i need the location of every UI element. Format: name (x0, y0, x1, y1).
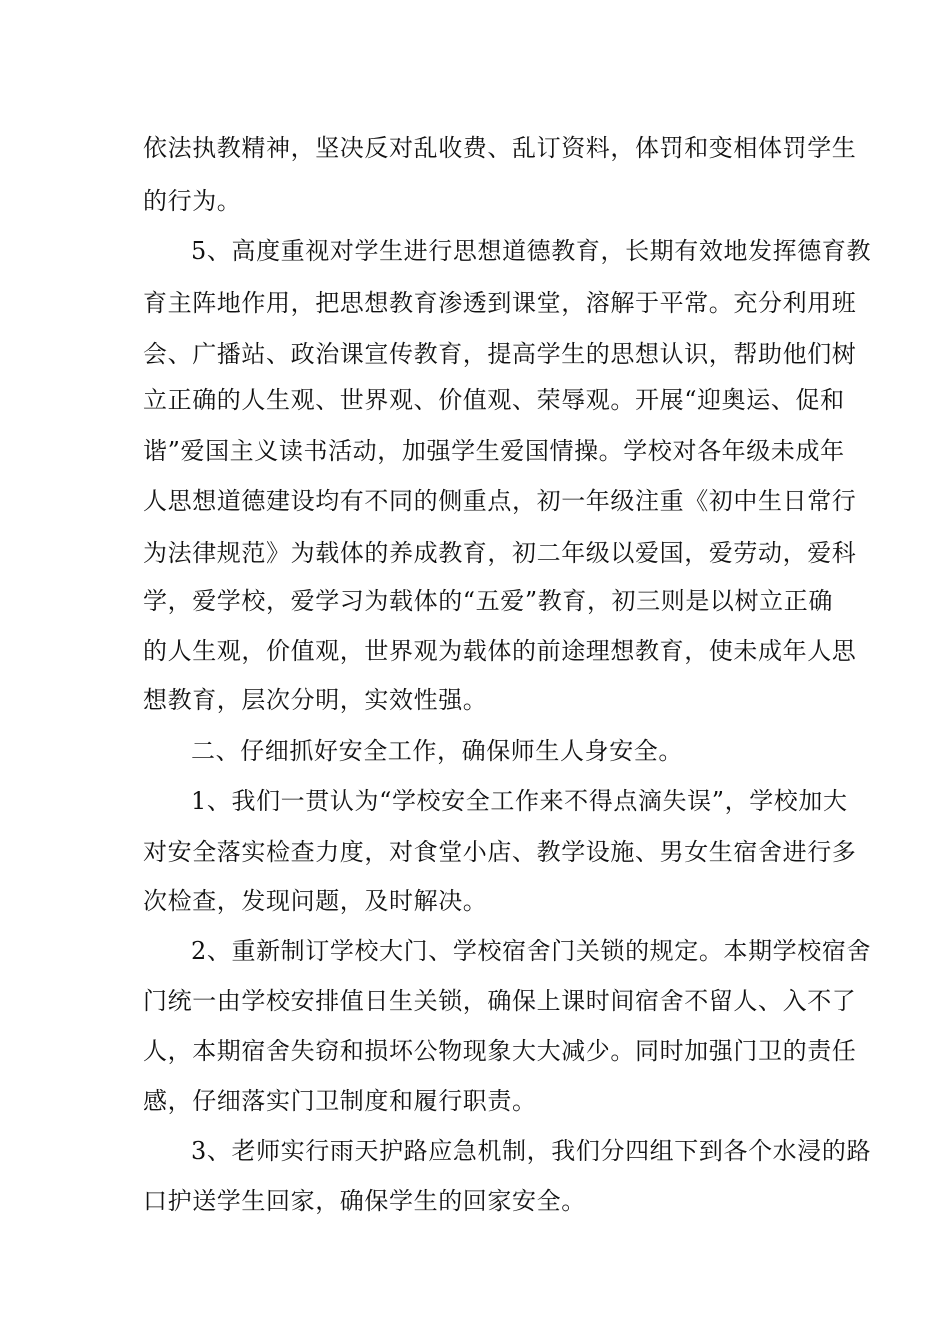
text-line: 会、广播站、政治课宣传教育，提高学生的思想认识，帮助他们树 (143, 340, 857, 368)
paragraph-5-start: 5、高度重视对学生进行思想道德教育，长期有效地发挥德育教 (191, 237, 872, 265)
paragraph-2-start: 2、重新制订学校大门、学校宿舍门关锁的规定。本期学校宿舍 (191, 937, 872, 965)
paragraph-1-start: 1、我们一贯认为“学校安全工作来不得点滴失误”，学校加大 (191, 787, 848, 815)
text-line: 谐”爱国主义读书活动，加强学生爱国情操。学校对各年级未成年 (143, 437, 845, 465)
text-line: 人思想道德建设均有不同的侧重点，初一年级注重《初中生日常行 (143, 487, 857, 515)
text-line: 学，爱学校，爱学习为载体的“五爱”教育，初三则是以树立正确 (143, 587, 833, 615)
text-line: 的行为。 (143, 187, 242, 215)
section-heading-2: 二、仔细抓好安全工作，确保师生人身安全。 (191, 737, 683, 765)
text-line: 想教育，层次分明，实效性强。 (143, 686, 488, 714)
paragraph-3-start: 3、老师实行雨天护路应急机制，我们分四组下到各个水浸的路 (191, 1137, 872, 1165)
text-line: 育主阵地作用，把思想教育渗透到课堂，溶解于平常。充分利用班 (143, 289, 857, 317)
text-line: 口护送学生回家，确保学生的回家安全。 (143, 1187, 586, 1215)
text-line: 对安全落实检查力度，对食堂小店、教学设施、男女生宿舍进行多 (143, 838, 857, 866)
text-line: 依法执教精神，坚决反对乱收费、乱订资料，体罚和变相体罚学生 (143, 134, 857, 162)
text-line: 门统一由学校安排值日生关锁，确保上课时间宿舍不留人、入不了 (143, 987, 857, 1015)
text-line: 为法律规范》为载体的养成教育，初二年级以爱国，爱劳动，爱科 (143, 539, 857, 567)
text-line: 人，本期宿舍失窃和损坏公物现象大大减少。同时加强门卫的责任 (143, 1037, 857, 1065)
text-line: 立正确的人生观、世界观、价值观、荣辱观。开展“迎奥运、促和 (143, 386, 845, 414)
text-line: 的人生观，价值观，世界观为载体的前途理想教育，使未成年人思 (143, 637, 857, 665)
text-line: 次检查，发现问题，及时解决。 (143, 887, 488, 915)
text-line: 感，仔细落实门卫制度和履行职责。 (143, 1087, 537, 1115)
